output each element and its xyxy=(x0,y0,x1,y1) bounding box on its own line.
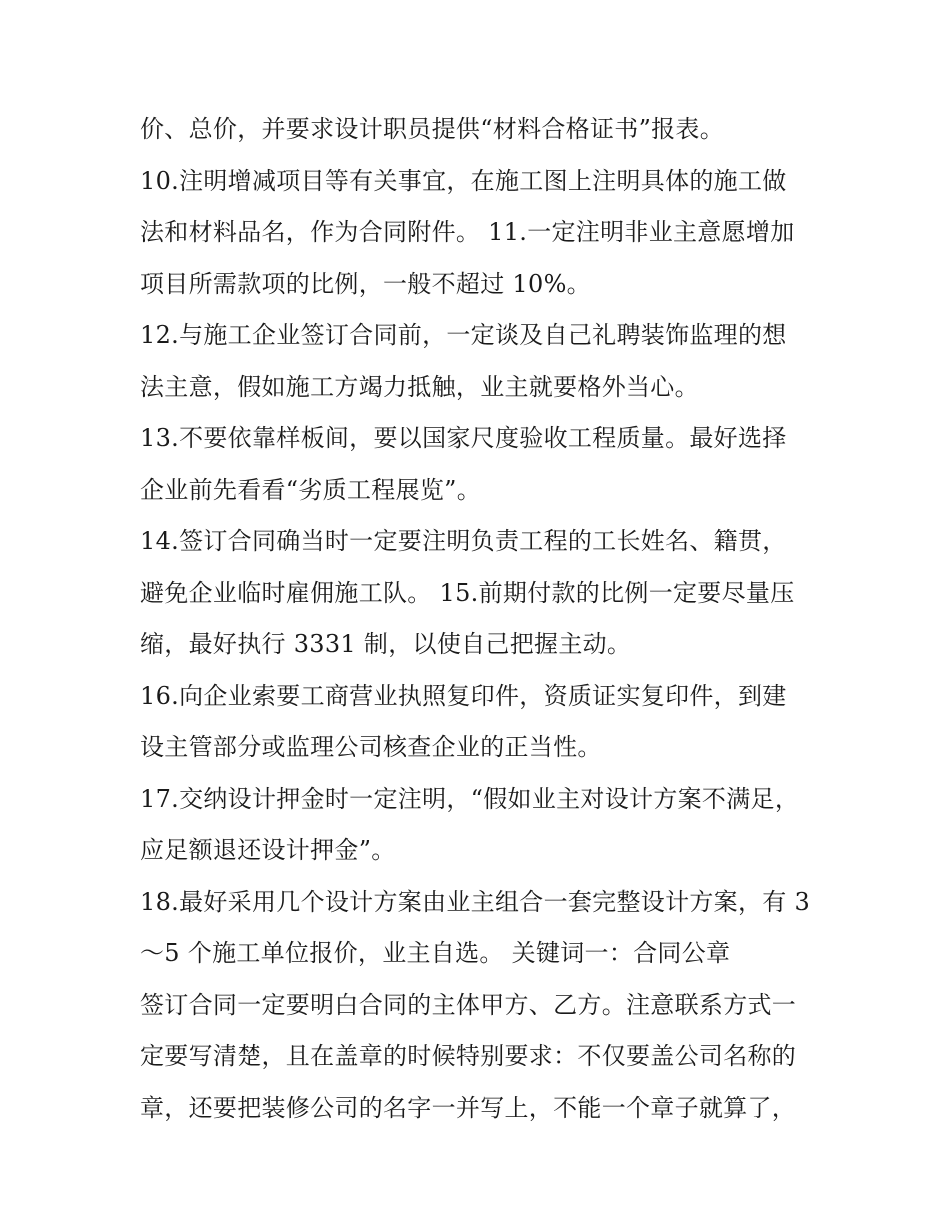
text-line: 设主管部分或监理公司核查企业的正当性。 xyxy=(140,733,602,761)
text-line: 章，还要把装修公司的名字一并写上，不能一个章子就算了， xyxy=(140,1093,797,1122)
text-line: 企业前先看看“劣质工程展览”。 xyxy=(140,475,482,504)
text-line: 缩，最好执行 3331 制，以使自己把握主动。 xyxy=(140,630,632,658)
text-line: 12.与施工企业签订合同前，一定谈及自己礼聘装饰监理的想 xyxy=(140,321,787,349)
text-line: ～5 个施工单位报价，业主自选。 关键词一：合同公章 xyxy=(140,939,731,967)
text-line: 17.交纳设计押金时一定注明，“假如业主对设计方案不满足， xyxy=(140,784,800,813)
text-line: 避免企业临时雇佣施工队。 15.前期付款的比例一定要尽量压 xyxy=(140,578,795,607)
text-line: 18.最好采用几个设计方案由业主组合一套完整设计方案，有 3 xyxy=(140,887,811,916)
text-line: 13.不要依靠样板间，要以国家尺度验收工程质量。最好选择 xyxy=(140,424,787,452)
text-line: 16.向企业索要工商营业执照复印件，资质证实复印件，到建 xyxy=(140,681,787,710)
text-line: 价、总价，并要求设计职员提供“材料合格证书”报表。 xyxy=(140,115,725,143)
text-line: 14.签订合同确当时一定要注明负责工程的工长姓名、籍贯， xyxy=(140,527,787,555)
text-line: 法主意，假如施工方竭力抵触，业主就要格外当心。 xyxy=(140,372,699,401)
text-line: 10.注明增减项目等有关事宜，在施工图上注明具体的施工做 xyxy=(140,166,787,195)
text-line: 应足额退还设计押金”。 xyxy=(140,836,396,864)
text-line: 签订合同一定要明白合同的主体甲方、乙方。注意联系方式一 xyxy=(140,990,797,1019)
body-text xyxy=(140,104,820,1134)
text-line: 项目所需款项的比例，一般不超过 10%。 xyxy=(140,269,591,298)
text-line: 法和材料品名，作为合同附件。 11.一定注明非业主意愿增加 xyxy=(140,218,795,246)
text-line: 定要写清楚，且在盖章的时候特别要求：不仅要盖公司名称的 xyxy=(140,1042,797,1070)
